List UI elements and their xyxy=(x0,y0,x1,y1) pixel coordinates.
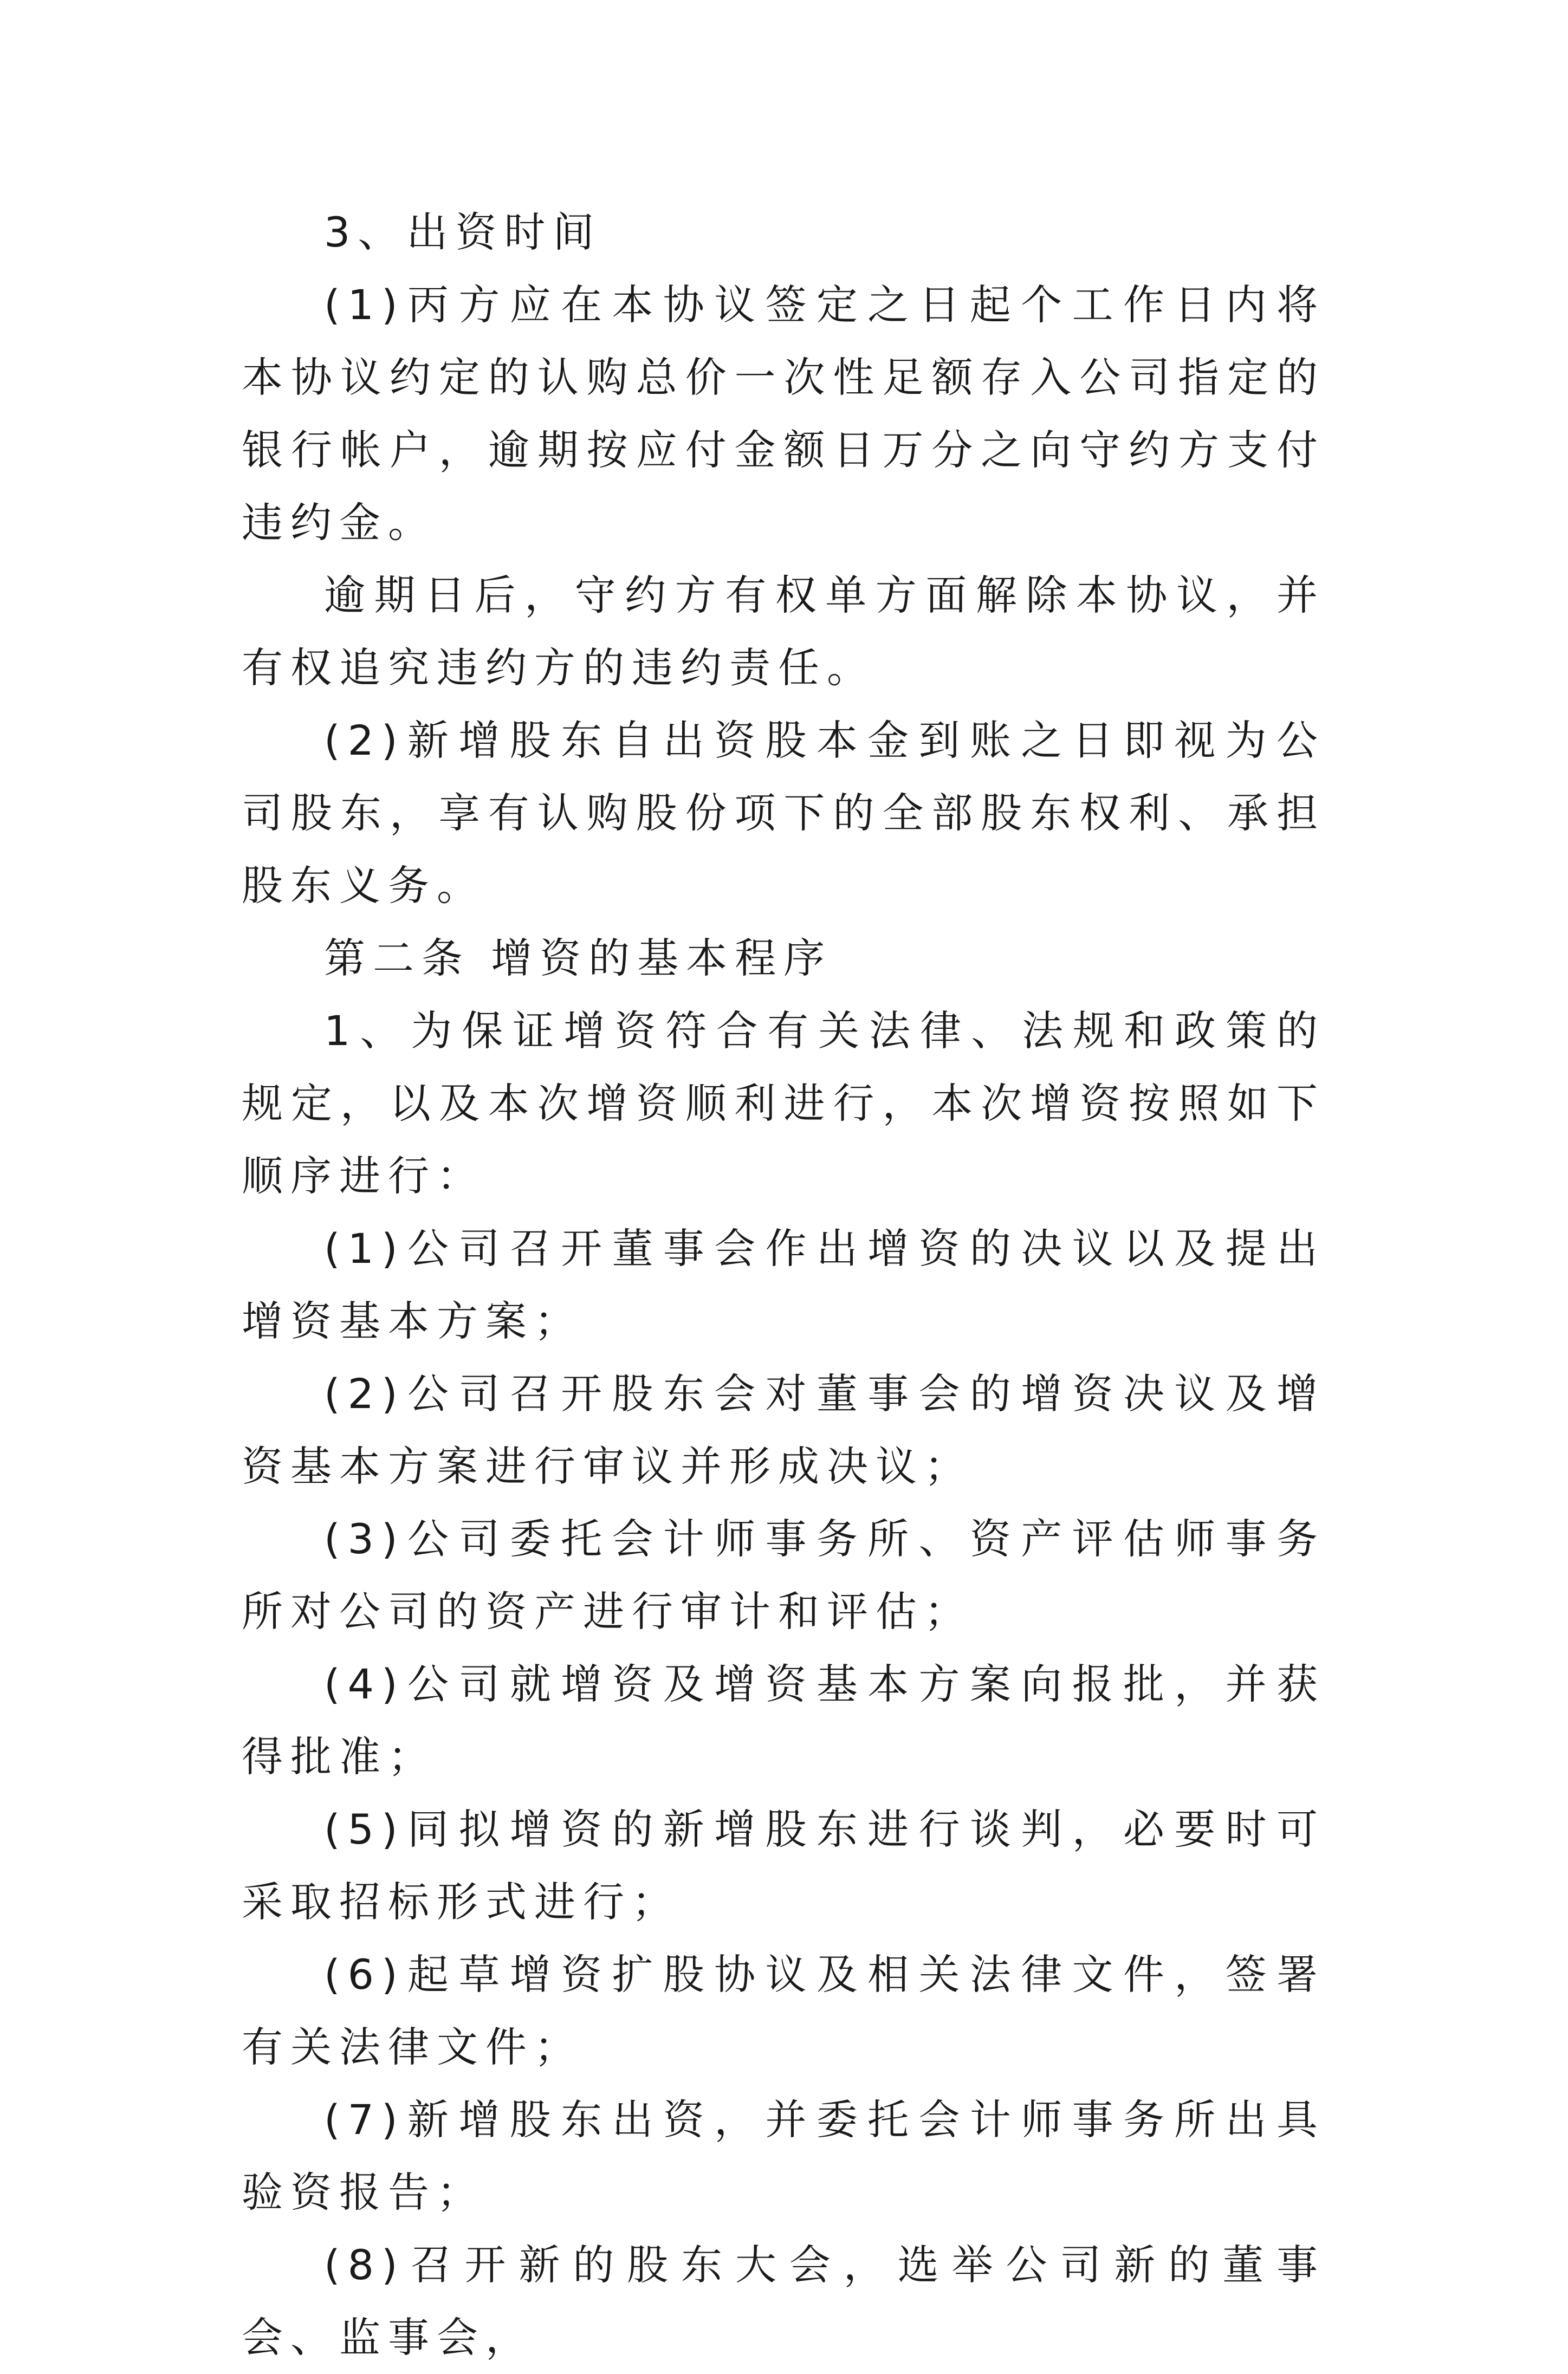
list-item-step-8: (8)召开新的股东大会，选举公司新的董事会、监事会， xyxy=(242,2241,1325,2362)
list-item-step-6: (6)起草增资扩股协议及相关法律文件，签署有关法律文件； xyxy=(242,1950,1325,2071)
list-item-step-2: (2)公司召开股东会对董事会的增资决议及增资基本方案进行审议并形成决议； xyxy=(242,1370,1325,1490)
paragraph-clause-2: (2)新增股东自出资股本金到账之日即视为公司股东，享有认购股份项下的全部股东权利、承担股东义务。 xyxy=(242,716,1325,910)
paragraph-procedure-intro: 1、为保证增资符合有关法律、法规和政策的规定，以及本次增资顺利进行，本次增资按照如下顺序进行： xyxy=(242,1007,1325,1200)
paragraph-overdue: 逾期日后，守约方有权单方面解除本协议，并有权追究违约方的违约责任。 xyxy=(242,571,1325,692)
article-heading: 第二条 增资的基本程序 xyxy=(324,934,833,982)
list-item-step-4: (4)公司就增资及增资基本方案向报批，并获得批准； xyxy=(242,1660,1325,1781)
list-item-step-7: (7)新增股东出资，并委托会计师事务所出具验资报告； xyxy=(242,2096,1325,2216)
paragraph-section-heading: 3、出资时间 xyxy=(324,208,602,256)
list-item-step-1: (1)公司召开董事会作出增资的决议以及提出增资基本方案； xyxy=(242,1224,1325,1345)
document-body xyxy=(242,196,1325,2374)
list-item-step-5: (5)同拟增资的新增股东进行谈判，必要时可采取招标形式进行； xyxy=(242,1805,1325,1926)
list-item-step-3: (3)公司委托会计师事务所、资产评估师事务所对公司的资产进行审计和评估； xyxy=(242,1515,1325,1636)
paragraph-clause-1: (1)丙方应在本协议签定之日起个工作日内将本协议约定的认购总价一次性足额存入公司指定的银行帐户，逾期按应付金额日万分之向守约方支付违约金。 xyxy=(242,281,1325,547)
